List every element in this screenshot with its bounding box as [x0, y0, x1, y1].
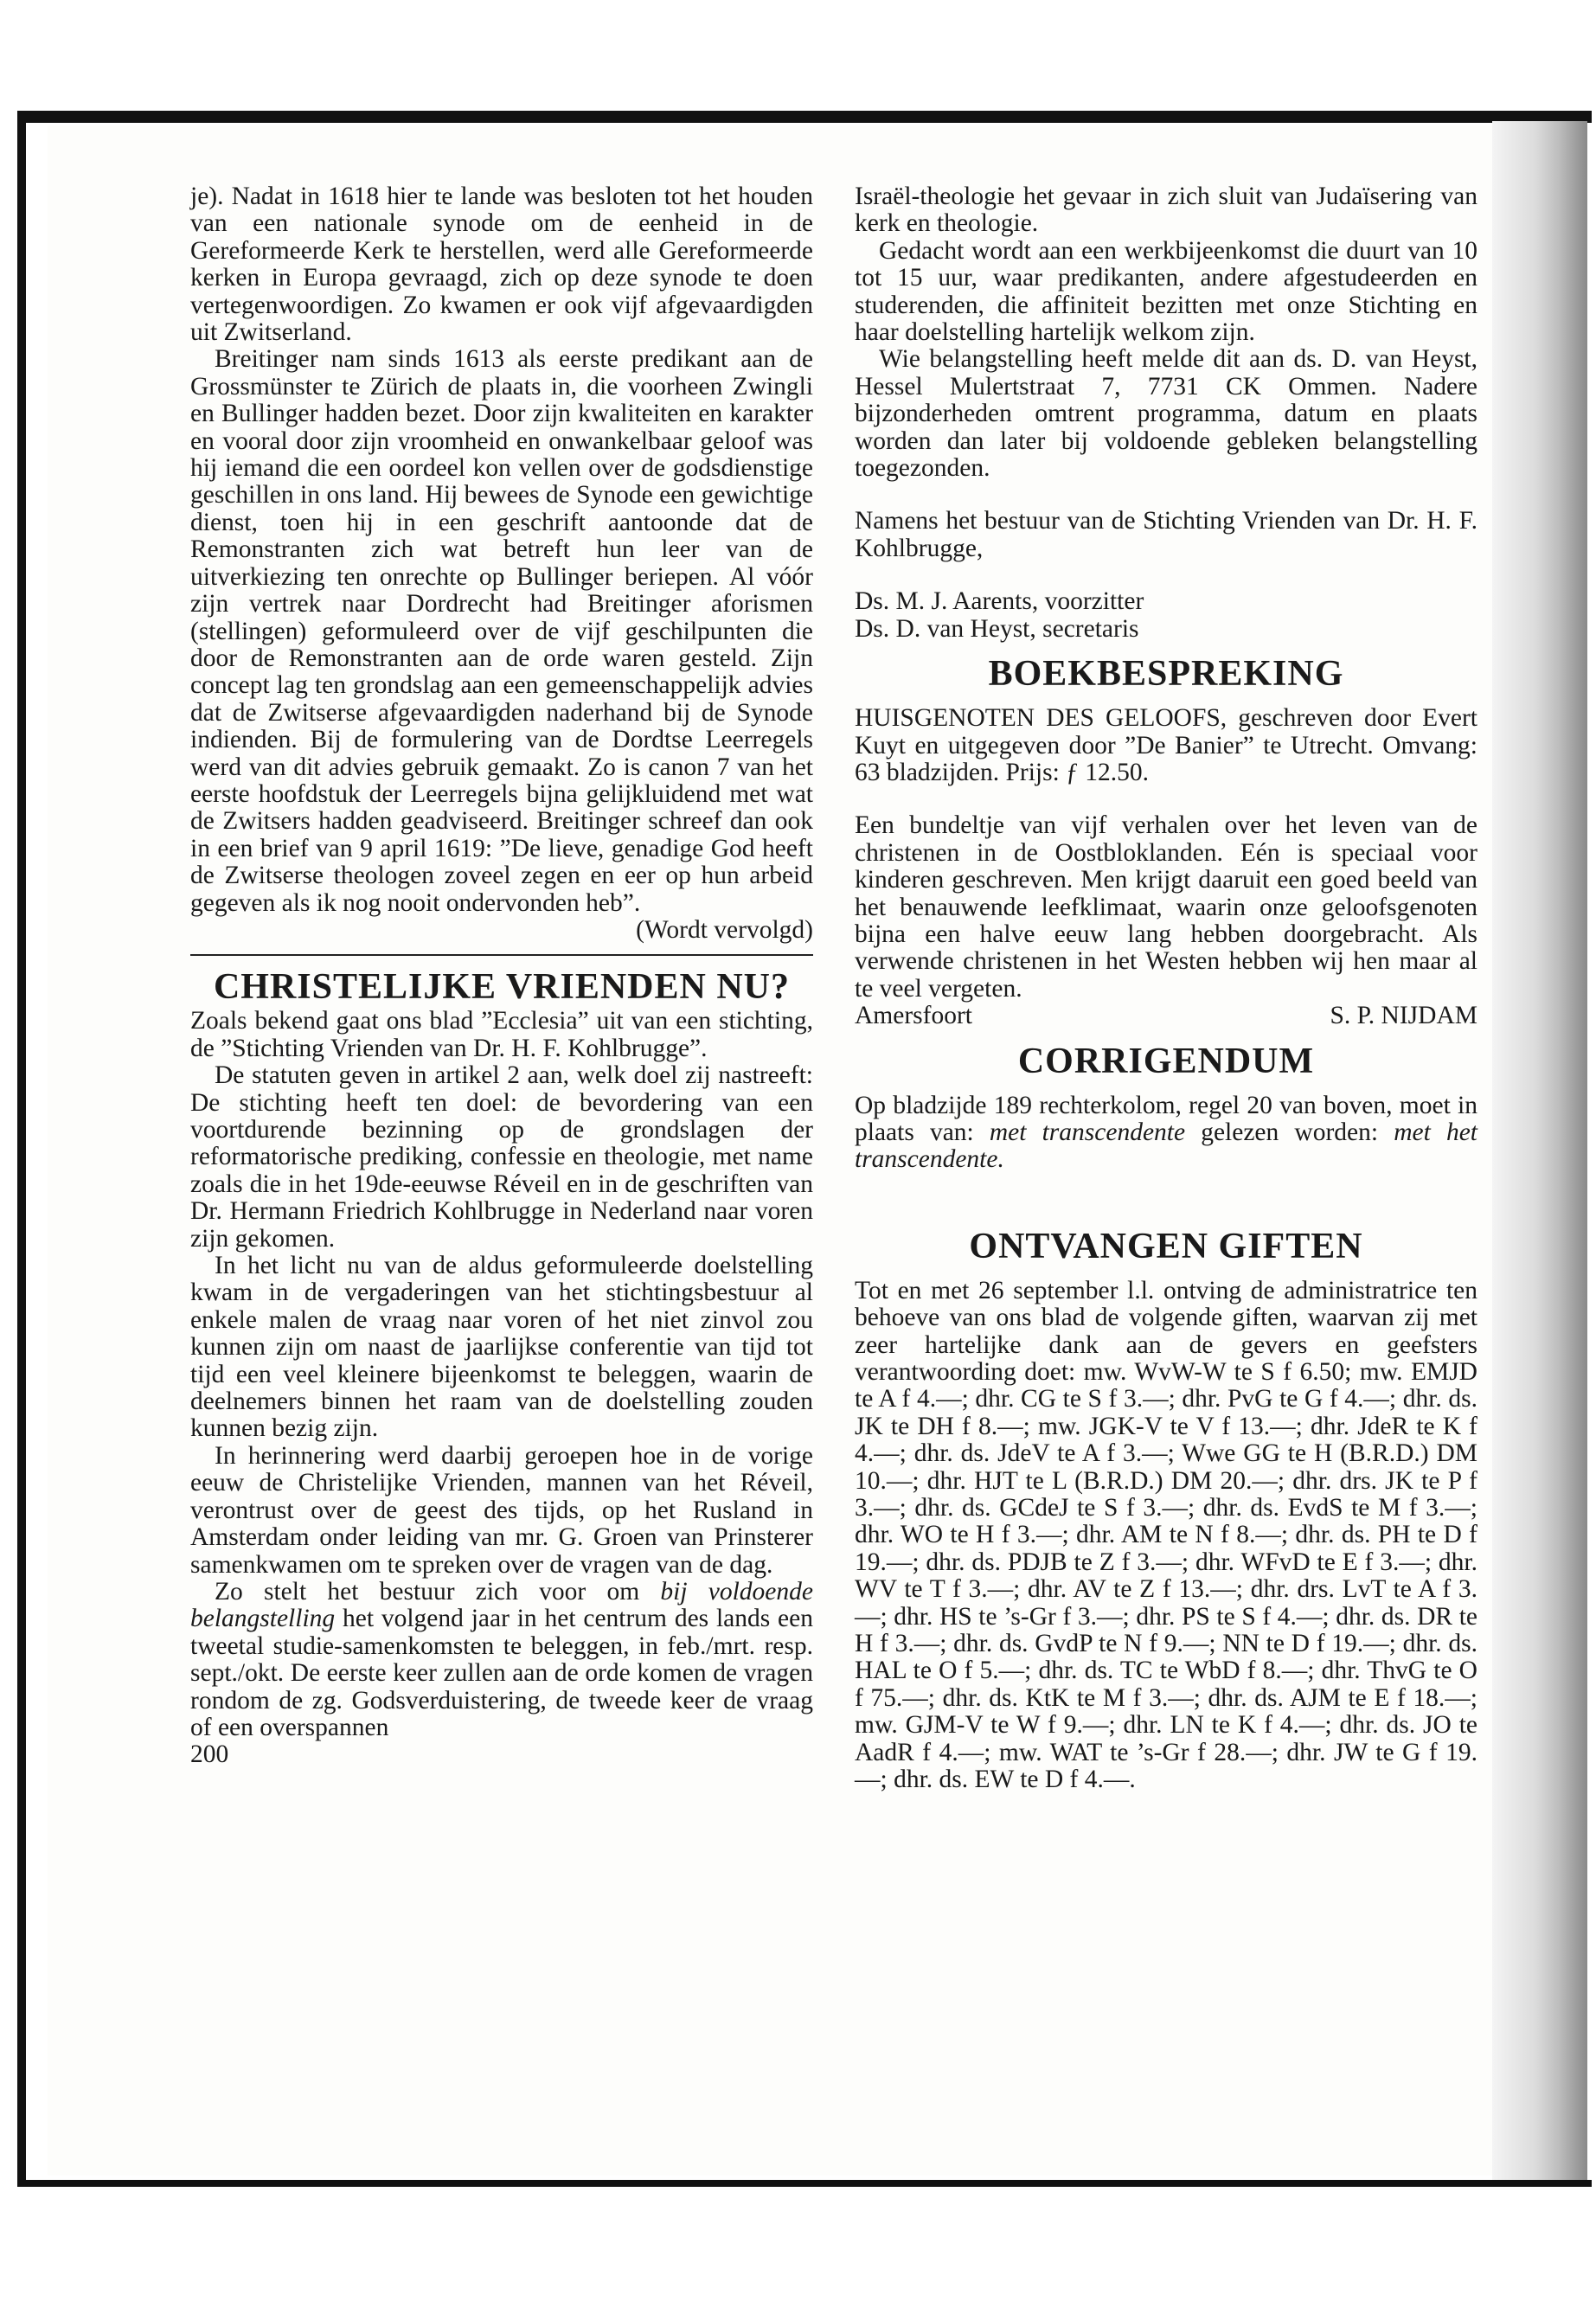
- section-title-corrigendum: CORRIGENDUM: [1017, 1041, 1315, 1081]
- section-title-ontvangen-giften: ONTVANGEN GIFTEN: [969, 1226, 1363, 1266]
- corrigendum-text: [855, 1093, 1477, 1174]
- signatory-chair: Ds. M. J. Aarents, voorzitter: [855, 587, 1144, 616]
- scan-frame-top: [17, 111, 1592, 123]
- section-title-christelijke-vrienden: CHRISTELIJKE VRIENDEN NU?: [213, 967, 791, 1008]
- article-paragraph: In herinnering werd daarbij geroepen hoe in de vorige eeuw de Christelijke Vrienden, mannen van het Réveil, verontrust over de geest des tijds, op het Rusland in Amsterdam onder leiding van mr. G. Groen van Prinsterer samenkwamen om te spreken over de vragen van de dag.: [190, 1441, 813, 1579]
- review-author: S. P. NIJDAM: [1330, 1002, 1477, 1030]
- italic-phrase: met het transcendente.: [855, 1118, 1477, 1174]
- article-paragraph: Gedacht wordt aan een werkbijeenkomst die duurt van 10 tot 15 uur, waar predikanten, andere afgestudeerden en studerenden, die affiniteit bezitten met onze Stichting en haar doelstelling hartelijk welkom zijn.: [855, 236, 1477, 347]
- signatory-secretary: Ds. D. van Heyst, secretaris: [855, 614, 1139, 643]
- article-paragraph: De statuten geven in artikel 2 aan, welk doel zij nastreeft: De stichting heeft ten doel: de bevordering van een voortdurende bezinning op de grondslagen der reformatorische prediking, confessie en theologie, met name zoals die in het 19de-eeuwse Réveil en in de geschriften van Dr. Hermann Friedrich Kohlbrugge in Nederland naar voren zijn gekomen.: [190, 1061, 813, 1253]
- paragraph-text: Zo stelt het bestuur zich voor om: [215, 1577, 661, 1606]
- italic-phrase: bij voldoende belangstelling: [190, 1577, 813, 1633]
- book-spine-shadow: [1492, 121, 1587, 2180]
- article-paragraph: In het licht nu van de aldus geformuleerde doelstelling kwam in de vergaderingen van het stichtingsbestuur al enkele malen de vraag naar voren of het niet zinvol zou kunnen zijn om naast de jaarlijkse conferentie van tijd tot tijd een veel kleinere bijeenkomst te beleggen, waarin de deelnemers binnen het raam van de doelstelling zouden kunnen bezig zijn.: [190, 1252, 813, 1443]
- section-title-boekbespreking: BOEKBESPREKING: [988, 654, 1344, 695]
- article-paragraph: Wie belangstelling heeft melde dit aan ds. D. van Heyst, Hessel Mulertstraat 7, 7731 CK Ommen. Nadere bijzonderheden omtrent programma, datum en plaats worden dan later bij voldoende gebleken belangstelling toegezonden.: [855, 345, 1477, 483]
- paragraph-text: het volgend jaar in het centrum des lands een tweetal studie-samenkomsten te beleggen, in feb./mrt. resp. sept./okt. De eerste keer zullen aan de orde komen de vragen rondom de zg. Godsverduistering, de tweede keer de vraag of een overspannen: [190, 1605, 813, 1741]
- corrigendum-part: gelezen worden:: [1185, 1118, 1394, 1146]
- article-paragraph: Israël-theologie het gevaar in zich sluit van Judaïsering van kerk en theologie.: [855, 183, 1477, 238]
- left-column: [190, 183, 813, 1769]
- scan-frame-left: [17, 111, 26, 2187]
- article-paragraph: [190, 1579, 813, 1741]
- review-place: Amersfoort: [855, 1002, 972, 1030]
- review-header: HUISGENOTEN DES GELOOFS, geschreven door Evert Kuyt en uitgegeven door ”De Banier” te Utrecht. Omvang: 63 bladzijden. Prijs: ƒ 12.50.: [855, 704, 1477, 786]
- gifts-list: Tot en met 26 september l.l. ontving de administratrice ten behoeve van ons blad de volgende giften, waarvan zij met zeer hartelijke dank aan de gevers en geefsters verantwoording doet: mw. WvW-W te S f 6.50; mw. EMJD te A f 4.—; dhr. CG te S f 3.—; dhr. PvG te G f 4.—; dhr. ds. JK te DH f 8.—; mw. JGK-V te V f 13.—; dhr. JdeR te K f 4.—; dhr. ds. JdeV te A f 3.—; Wwe GG te H (B.R.D.) DM 10.—; dhr. HJT te L (B.R.D.) DM 20.—; dhr. drs. JK te P f 3.—; dhr. ds. GCdeJ te S f 3.—; dhr. ds. EvdS te M f 3.—; dhr. WO te H f 3.—; dhr. AM te N f 8.—; dhr. ds. PH te D f 19.—; dhr. ds. PDJB te Z f 3.—; dhr. WFvD te E f 3.—; dhr. WV te T f 3.—; dhr. AV te Z f 13.—; dhr. drs. LvT te A f 3.—; dhr. HS te ’s-Gr f 3.—; dhr. PS te S f 4.—; dhr. ds. DR te H f 3.—; dhr. ds. GvdP te N f 9.—; NN te D f 19.—; dhr. ds. HAL te O f 5.—; dhr. ds. TC te WbD f 8.—; dhr. ThvG te O f 75.—; dhr. ds. KtK te M f 3.—; dhr. ds. AJM te E f 18.—; mw. GJM-V te W f 9.—; dhr. LN te K f 4.—; dhr. ds. JO te AadR f 4.—; mw. WAT te ’s-Gr f 28.—; dhr. JW te G f 19.—; dhr. ds. EW te D f 4.—.: [855, 1276, 1477, 1794]
- article-paragraph: je). Nadat in 1618 hier te lande was besloten tot het houden van een nationale synode om de eenheid in de Gereformeerde Kerk te herstellen, werd alle Gereformeerde kerken in Europa gevraagd, zich op deze synode te doen vertegenwoordigen. Zo kwamen er ook vijf afgevaardigden uit Zwitserland.: [190, 183, 813, 347]
- right-column: [855, 183, 1477, 1794]
- article-paragraph: Zoals bekend gaat ons blad ”Ecclesia” uit van een stichting, de ”Stichting Vrienden van Dr. H. F. Kohlbrugge”.: [190, 1007, 813, 1062]
- page-number: 200: [190, 1740, 229, 1769]
- board-line: Namens het bestuur van de Stichting Vrienden van Dr. H. F. Kohlbrugge,: [855, 507, 1477, 562]
- scan-frame-bottom: [17, 2180, 1592, 2187]
- review-body: Een bundeltje van vijf verhalen over het leven van de christenen in de Oostbloklanden. Eén is speciaal voor kinderen geschreven. Men krijgt daaruit een goed beeld van het benauwende leefklimaat, waarin onze geloofsgenoten bijna een halve eeuw lang hebben doorgebracht. Als verwende christenen in het Westen hebben wij hen maar al te veel vergeten.: [855, 811, 1477, 1003]
- to-be-continued: (Wordt vervolgd): [636, 915, 813, 944]
- article-paragraph: Breitinger nam sinds 1613 als eerste predikant aan de Grossmünster te Zürich de plaats in, die voorheen Zwingli en Bullinger hadden bezet. Door zijn kwaliteiten en karakter en vooral door zijn vroomheid en onwankelbaar geloof was hij iemand die een oordeel kon vellen over de godsdienstige geschillen in ons land. Hij bewees de Synode een gewichtige dienst, toen hij in een geschrift aantoonde dat de Remonstranten zich wat betreft hun leer van de uitverkiezing ten onrechte op Bullinger beriepen. Al vóór zijn vertrek naar Dordrecht had Breitinger aforismen (stellingen) geformuleerd over de vijf geschilpunten die door de Remonstranten aan de orde waren gesteld. Zijn concept lag ten grondslag aan een gemeenschappelijk advies dat de Zwitserse afgevaardigden naderhand bij de Synode indienden. Bij de formulering van de Dordtse Leerregels werd van dit advies gebruik gemaakt. Zo is canon 7 van het eerste hoofdstuk der Leerregels bijna gelijkluidend met wat de Zwitsers hadden geadviseerd. Breitinger schreef dan ook in een brief van 9 april 1619: ”De lieve, genadige God heeft de Zwitserse theologen zoveel zegen en eer op hun arbeid gegeven als ik nog nooit ondervonden heb”.: [190, 345, 813, 917]
- review-signature: [855, 1003, 1477, 1029]
- italic-phrase: met transcendente: [989, 1118, 1186, 1146]
- corrigendum-part: Op bladzijde 189 rechterkolom, regel 20 van boven, moet in plaats van:: [855, 1091, 1477, 1146]
